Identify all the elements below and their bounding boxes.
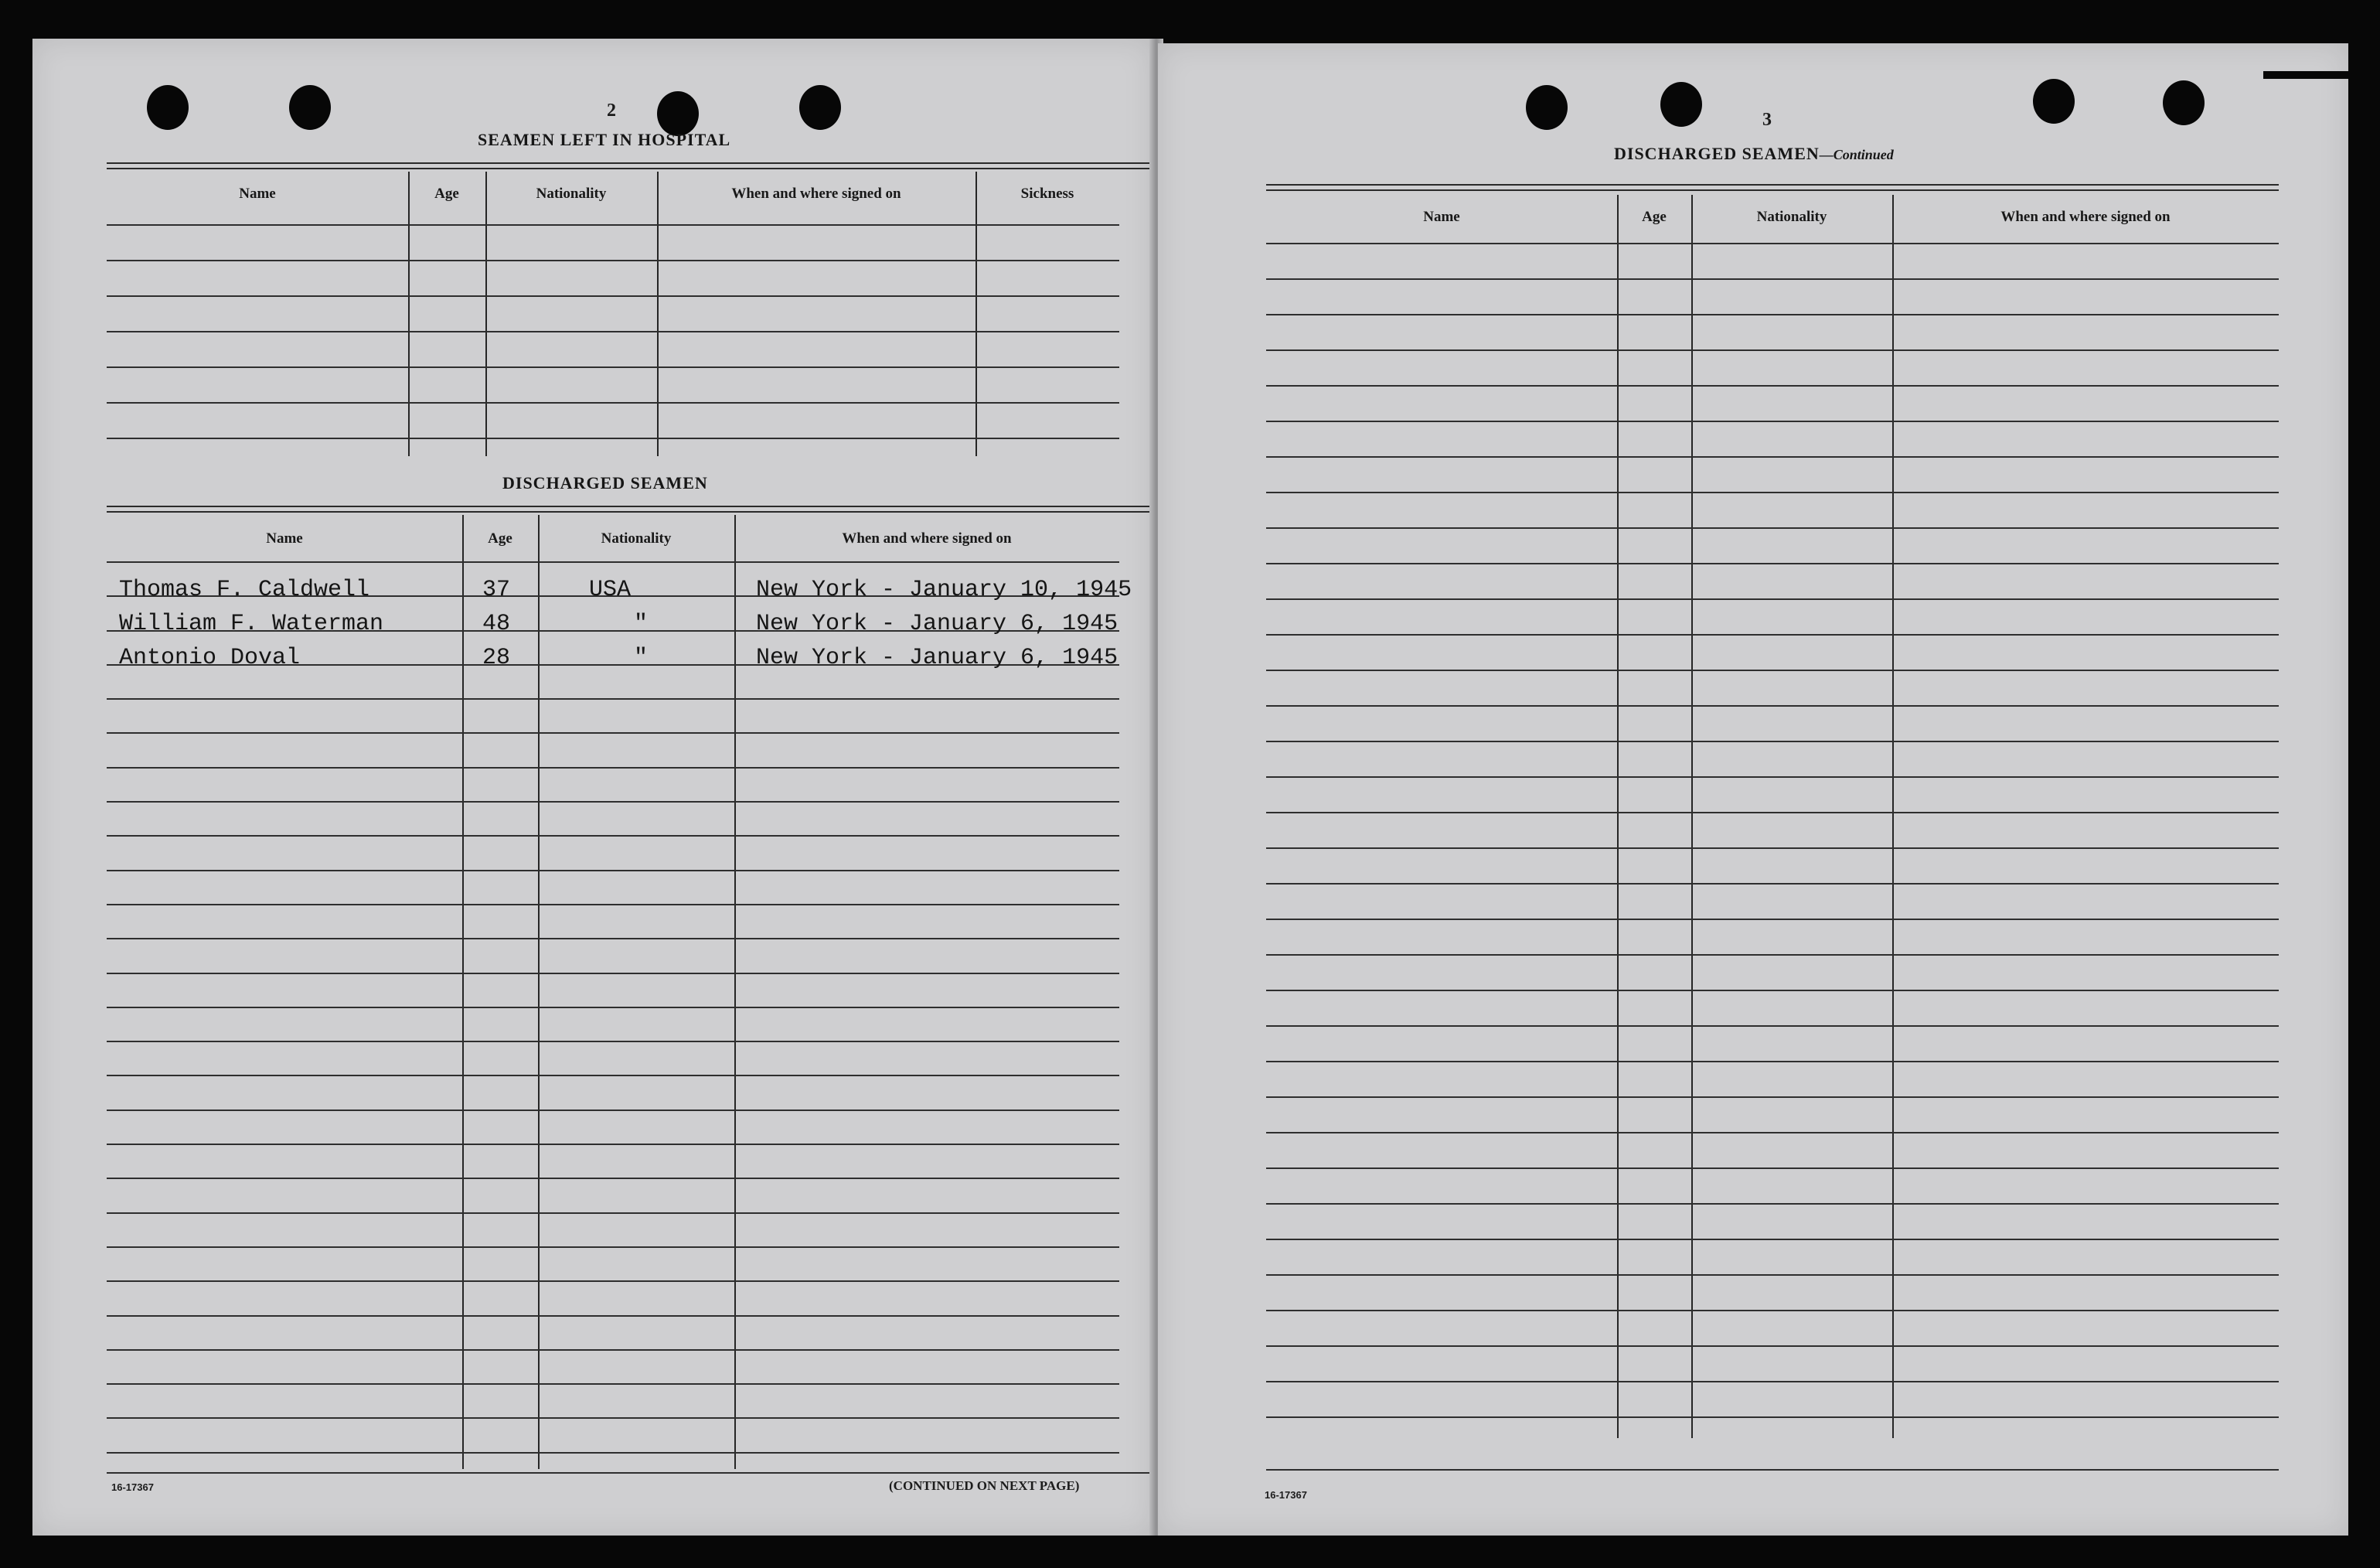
- seaman-name: Thomas F. Caldwell: [119, 577, 370, 603]
- row-rule: [107, 904, 1119, 905]
- punch-hole: [799, 85, 841, 130]
- row-rule: [107, 1417, 1119, 1419]
- column-divider: [408, 172, 410, 456]
- column-header: When and where signed on: [842, 530, 1012, 547]
- row-rule: [107, 801, 1119, 803]
- row-rule: [107, 1280, 1119, 1282]
- row-rule: [107, 698, 1119, 700]
- column-divider: [538, 515, 540, 1469]
- column-divider: [975, 172, 977, 456]
- column-divider: [734, 515, 736, 1469]
- row-rule: [1266, 1345, 2279, 1347]
- row-rule: [107, 402, 1119, 404]
- row-rule: [1266, 527, 2279, 529]
- seaman-name: William F. Waterman: [119, 611, 384, 637]
- row-rule: [107, 1349, 1119, 1351]
- continued-footer: (CONTINUED ON NEXT PAGE): [889, 1478, 1080, 1493]
- row-rule: [1266, 776, 2279, 778]
- column-header: Age: [488, 530, 512, 547]
- row-rule: [1266, 634, 2279, 636]
- punch-hole: [147, 85, 189, 130]
- seaman-nationality: ": [634, 645, 649, 671]
- row-rule: [1266, 1132, 2279, 1133]
- row-rule: [107, 1041, 1119, 1042]
- punch-hole: [2033, 79, 2075, 124]
- row-rule: [1266, 492, 2279, 493]
- clip-mark: [2263, 71, 2348, 79]
- row-rule: [1266, 598, 2279, 600]
- row-rule: [1266, 385, 2279, 387]
- continued-section-title: [1614, 144, 1894, 164]
- column-divider: [657, 172, 659, 456]
- row-rule: [1266, 1274, 2279, 1276]
- seaman-age: 48: [482, 611, 511, 637]
- row-rule: [1266, 847, 2279, 849]
- bottom-rule: [107, 1472, 1150, 1474]
- seaman-nationality: USA: [589, 577, 632, 603]
- page-number: 3: [1762, 110, 1772, 130]
- row-rule: [107, 1246, 1119, 1248]
- row-rule: [107, 732, 1119, 734]
- punch-hole: [1660, 82, 1702, 127]
- row-rule: [107, 1178, 1119, 1179]
- row-rule: [107, 1383, 1119, 1385]
- bottom-rule: [1266, 1469, 2279, 1471]
- row-rule: [1266, 1416, 2279, 1418]
- column-divider: [1617, 195, 1619, 1438]
- row-rule: [1266, 456, 2279, 458]
- row-rule: [1266, 1025, 2279, 1027]
- column-header: When and where signed on: [731, 186, 901, 202]
- punch-hole: [289, 85, 331, 130]
- seaman-name: Antonio Doval: [119, 645, 301, 671]
- column-divider: [485, 172, 487, 456]
- column-header: Nationality: [1756, 209, 1827, 225]
- row-rule: [107, 438, 1119, 439]
- column-header: Age: [1642, 209, 1667, 225]
- row-rule: [1266, 1096, 2279, 1098]
- row-rule: [107, 1452, 1119, 1454]
- row-rule: [107, 1315, 1119, 1317]
- row-rule: [1266, 1239, 2279, 1240]
- row-rule: [107, 260, 1119, 261]
- left-page: [32, 39, 1153, 1536]
- right-page: [1158, 43, 2348, 1536]
- row-rule: [1266, 1061, 2279, 1062]
- row-rule: [1266, 1310, 2279, 1311]
- form-number: 16-17367: [1265, 1489, 1307, 1501]
- column-header: Sickness: [1020, 186, 1074, 202]
- seaman-age: 28: [482, 645, 511, 671]
- row-rule: [107, 1075, 1119, 1076]
- punch-hole: [2163, 80, 2205, 125]
- row-rule: [1266, 278, 2279, 280]
- row-rule: [1266, 1167, 2279, 1169]
- row-rule: [1266, 243, 2279, 244]
- column-header: When and where signed on: [2000, 209, 2171, 225]
- row-rule: [107, 561, 1119, 563]
- column-header: Nationality: [601, 530, 672, 547]
- row-rule: [1266, 349, 2279, 351]
- double-rule: [107, 162, 1150, 169]
- hospital-section-title: SEAMEN LEFT IN HOSPITAL: [478, 130, 731, 149]
- row-rule: [1266, 705, 2279, 707]
- row-rule: [1266, 563, 2279, 564]
- row-rule: [107, 331, 1119, 332]
- section-title-text: DISCHARGED SEAMEN: [1614, 144, 1820, 163]
- column-header: Name: [266, 530, 303, 547]
- column-divider: [1691, 195, 1693, 1438]
- row-rule: [107, 835, 1119, 837]
- column-header: Age: [434, 186, 459, 202]
- row-rule: [1266, 919, 2279, 920]
- column-divider: [1892, 195, 1894, 1438]
- seaman-signed-on: New York - January 10, 1945: [756, 577, 1132, 603]
- double-rule: [1266, 184, 2279, 191]
- row-rule: [1266, 421, 2279, 422]
- column-header: Name: [1423, 209, 1460, 225]
- column-header: Nationality: [536, 186, 607, 202]
- row-rule: [107, 767, 1119, 769]
- row-rule: [107, 295, 1119, 297]
- double-rule: [107, 506, 1150, 513]
- seaman-signed-on: New York - January 6, 1945: [756, 611, 1118, 637]
- row-rule: [107, 1212, 1119, 1214]
- row-rule: [107, 366, 1119, 368]
- seaman-nationality: ": [634, 611, 649, 637]
- row-rule: [107, 1110, 1119, 1111]
- discharged-section-title: DISCHARGED SEAMEN: [502, 473, 708, 493]
- row-rule: [1266, 812, 2279, 813]
- row-rule: [107, 973, 1119, 974]
- row-rule: [1266, 741, 2279, 742]
- row-rule: [107, 870, 1119, 871]
- row-rule: [1266, 1203, 2279, 1205]
- row-rule: [1266, 314, 2279, 315]
- row-rule: [107, 224, 1119, 226]
- row-rule: [1266, 990, 2279, 991]
- seaman-signed-on: New York - January 6, 1945: [756, 645, 1118, 671]
- column-header: Name: [239, 186, 276, 202]
- punch-hole: [1526, 85, 1568, 130]
- row-rule: [107, 1144, 1119, 1145]
- row-rule: [1266, 670, 2279, 671]
- row-rule: [1266, 883, 2279, 885]
- section-title-suffix: —Continued: [1819, 147, 1894, 162]
- column-divider: [462, 515, 464, 1469]
- row-rule: [107, 1007, 1119, 1008]
- row-rule: [1266, 954, 2279, 956]
- row-rule: [1266, 1381, 2279, 1382]
- row-rule: [107, 938, 1119, 939]
- form-number: 16-17367: [111, 1481, 154, 1493]
- seaman-age: 37: [482, 577, 511, 603]
- page-number: 2: [607, 101, 616, 121]
